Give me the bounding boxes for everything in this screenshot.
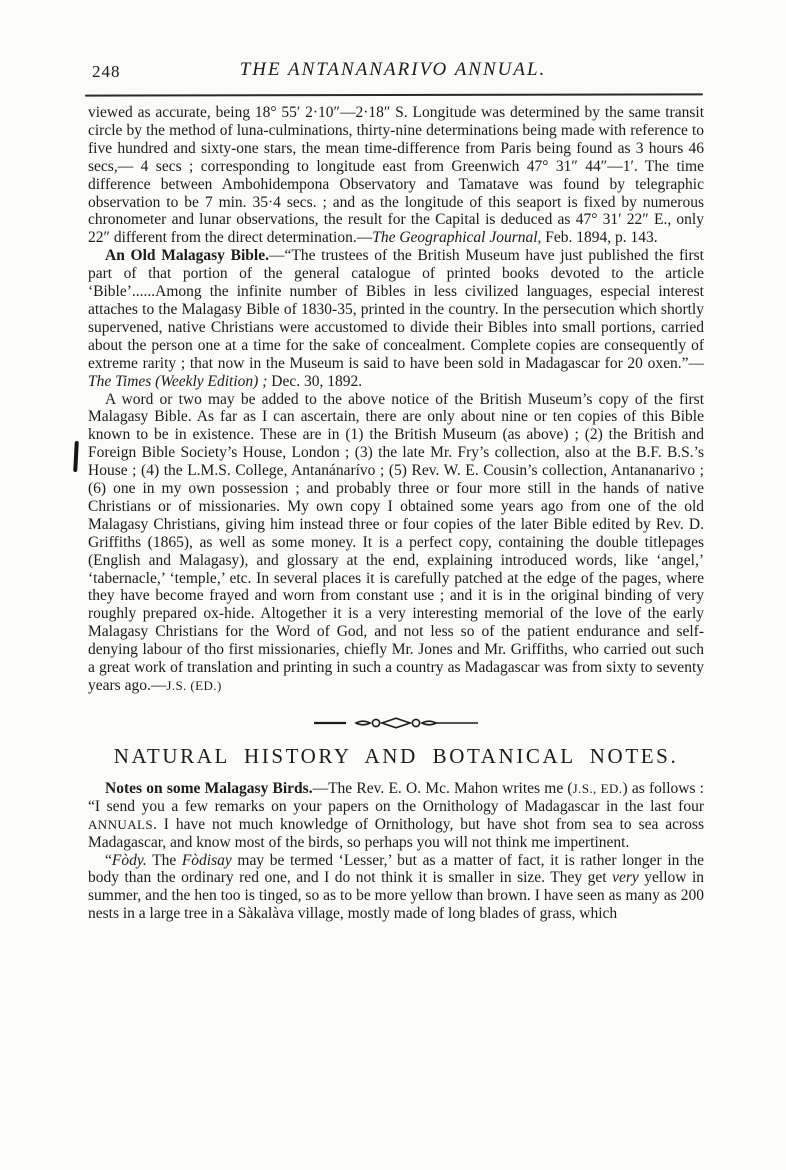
- page-number: 248: [92, 62, 121, 81]
- paragraph-bible-copies-note: A word or two may be added to the above notice of the British Museum’s copy of the first Malagasy Bible. As far as I can ascertain, there are only about nine or ten copies of this Bible known to be in existence. These are in (1) the British Museum (as above) ; (2) the British and Foreign Bible Society’s House, London ; (3) the late Mr. Fry’s collection, also at the B.F. B.S.’s House ; (4) the L.M.S. College, Antanánarívo ; (5) Rev. W. E. Cousin’s collection, Antananarivo ; (6) one in my own possession ; and probably three or four more still in the hands of native Christians or of missionaries. My own copy I obtained some years ago from one of the old Malagasy Christians, giving him instead three or four copies of the later Bible edited by Rev. D. Griffiths (1865), as well as some money. It is a perfect copy, containing the double titlepages (English and Malagasy), and glossary at the end, explaining introduced words, like ‘angel,’ ‘tabernacle,’ ‘temple,’ etc. In several places it is carefully patched at the edge of the pages, where they have become frayed and worn from constant use ; and it is in the original binding of very roughly prepared ox-hide. Altogether it is a very interesting memorial of the love of the early Malagasy Christians for the Word of God, and not less so of the patient endurance and self-denying labour of tho first missionaries, chiefly Mr. Jones and Mr. Griffiths, who carried out such a great work of translation and printing in such a country as Madagascar was from sixty to seventy years ago.—J.S. (ED.): [88, 390, 704, 694]
- paragraph-fody-note: “Fòdy. The Fòdisay may be termed ‘Lesser,’ but as a matter of fact, it is rather longer in the body than the ordinary red one, and I do not think it is smaller in size. They get very yellow in summer, and the hen too is tinged, so as to be more yellow than brown. I have seen as many as 200 nests in a large tree in a Sàkalàva village, mostly made of long blades of grass, which: [88, 851, 705, 923]
- section-divider-ornament-icon: [88, 716, 704, 730]
- header-rule: [85, 93, 703, 97]
- margin-stray-mark: [73, 441, 78, 472]
- page-body: [88, 104, 704, 923]
- paragraph-longitude-note: viewed as accurate, being 18° 55′ 2·10″—2·18″ S. Longitude was determined by the same transit circle by the method of luna-culminations, thirty-nine determinations being made with reference to five hundred and sixty-one stars, the mean time-difference from Paris being found as 3 hours 46 secs,— 4 secs ; corresponding to longitude east from Greenwich 47° 31″ 44″—1′. The time difference between Ambohidempona Observatory and Tamatave was found by telegraphic observation to be 7 min. 35·4 secs. ; and as the longitude of this seaport is fixed by numerous chronometer and lunar observations, the result for the Capital is deduced as 47° 31′ 22″ E., only 22″ different from the direct determination.—The Geographical Journal, Feb. 1894, p. 143.: [88, 104, 704, 247]
- section-heading: NATURAL HISTORY AND BOTANICAL NOTES.: [113, 743, 679, 768]
- running-title: THE ANTANANARIVO ANNUAL.: [239, 59, 547, 80]
- paragraph-malagasy-birds-notes: Notes on some Malagasy Birds.—The Rev. E. O. Mc. Mahon writes me (J.S., ED.) as follows : “I send you a few remarks on your papers on the Ornithology of Madagascar in the last four ANNUALS. I have not much knowledge of Ornithology, but have shot from sea to sea across Madagascar, and know most of the birds, so perhaps you will not think me impertinent.: [88, 779, 704, 851]
- paragraph-old-malagasy-bible: An Old Malagasy Bible.—“The trustees of the British Museum have just published the first part of that portion of the general catalogue of printed books devoted to the article ‘Bible’......Among the infinite number of Bibles in less civilized languages, especial interest attaches to the Malagasy Bible of 1830-35, printed in the country. In the persecution which shortly supervened, native Christians were accustomed to divide their Bibles into small portions, carried about the person one at a time for the sake of concealment. Complete copies are consequently of extreme rarity ; that now in the Museum is said to have been sold in Madagascar for 20 oxen.”—The Times (Weekly Edition) ; Dec. 30, 1892.: [88, 247, 704, 390]
